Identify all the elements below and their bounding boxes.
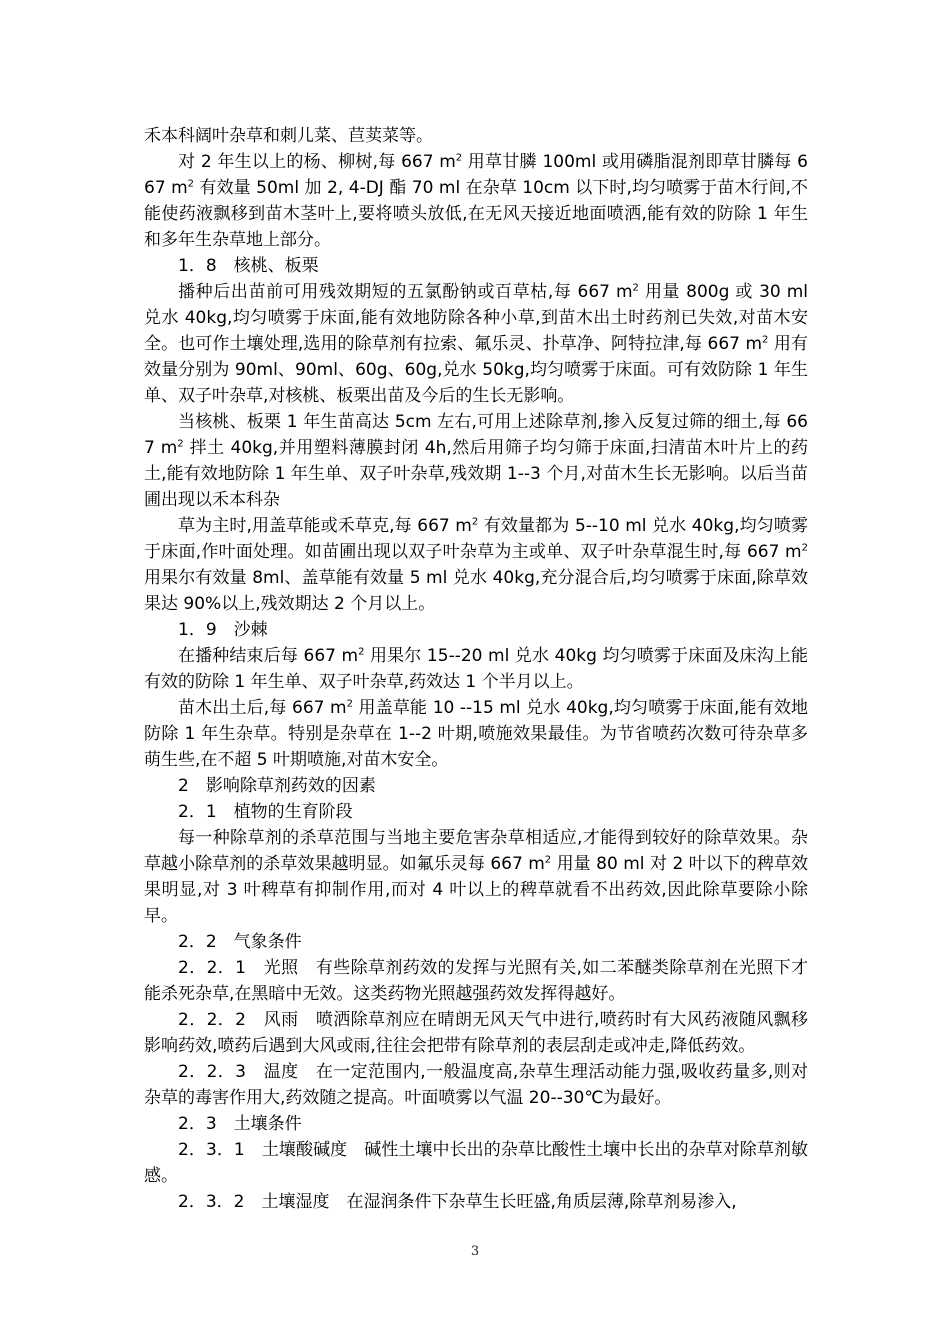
text-run: 对 2 年生以上的杨、柳树,每 667 m <box>178 152 456 172</box>
paragraph <box>144 799 808 825</box>
paragraph <box>144 279 808 409</box>
paragraph <box>144 1007 808 1059</box>
superscript: 2 <box>358 646 365 658</box>
paragraph <box>144 1189 808 1215</box>
paragraph <box>144 1059 808 1111</box>
text-run: 用果尔 15--20 ml 兑水 40kg 均匀喷雾于床面及床沟上能有效的防除 1 年生单、双子叶杂草,药效达 1 个半月以上。 <box>144 646 808 692</box>
text-run: 用盖草能 10 --15 ml 兑水 40kg,均匀喷雾于床面,能有效地防除 1 年生杂草。特别是杂草在 1--2 叶期,喷施效果最佳。为节省喷药次数可待杂草多萌生些,在不超 5 叶期喷施,对苗木安全。 <box>144 698 808 770</box>
text-run: 2．2．2 风雨 喷洒除草剂应在晴朗无风天气中进行,喷药时有大风药液随风飘移影响药效,喷药后遇到大风或雨,往往会把带有除草剂的表层刮走或冲走,降低药效。 <box>144 1010 808 1056</box>
paragraph <box>144 1111 808 1137</box>
text-run: 有效量都为 5--10 ml 兑水 40kg,均匀喷雾于床面,作叶面处理。如苗圃出现以双子叶杂草为主或单、双子叶杂草混生时,每 667 m <box>144 516 808 562</box>
paragraph <box>144 773 808 799</box>
text-run: 在播种结束后每 667 m <box>178 646 359 666</box>
text-run: 2．2．3 温度 在一定范围内,一般温度高,杂草生理活动能力强,吸收药量多,则对杂草的毒害作用大,药效随之提高。叶面喷雾以气温 20--30℃为最好。 <box>144 1062 808 1108</box>
page-number: 3 <box>470 1244 480 1259</box>
superscript: 2 <box>544 854 552 866</box>
paragraph <box>144 695 808 773</box>
text-run: 用量 80 ml 对 2 叶以下的稗草效果明显,对 3 叶稗草有抑制作用,而对 4 叶以上的稗草就看不出药效,因此除草要除小除早。 <box>144 854 808 926</box>
text-run: 2．3 土壤条件 <box>178 1114 302 1134</box>
text-run: 每一种除草剂的杀草范围与当地主要危害杂草相适应,才能得到较好的除草效果。杂草越小除草剂的杀草效果越明显。如氟乐灵每 667 m <box>144 828 808 874</box>
paragraph <box>144 513 808 617</box>
text-run: 2．2 气象条件 <box>178 932 302 952</box>
superscript: 2 <box>177 438 184 450</box>
superscript: 2 <box>346 698 353 710</box>
text-run: 草为主时,用盖草能或禾草克,每 667 m <box>178 516 472 536</box>
text-run: 2．1 植物的生育阶段 <box>178 802 353 822</box>
paragraph <box>144 253 808 279</box>
text-run: 2．3．1 土壤酸碱度 碱性土壤中长出的杂草比酸性土壤中长出的杂草对除草剂敏感。 <box>144 1140 808 1186</box>
text-run: 用果尔有效量 8ml、盖草能有效量 5 ml 兑水 40kg,充分混合后,均匀喷雾于床面,除草效果达 90%以上,残效期达 2 个月以上。 <box>144 568 808 614</box>
superscript: 2 <box>801 542 808 554</box>
superscript: 2 <box>632 282 639 294</box>
text-run: 禾本科阔叶杂草和刺儿菜、苣荬菜等。 <box>144 126 433 146</box>
text-run: 2．3．2 土壤湿度 在湿润条件下杂草生长旺盛,角质层薄,除草剂易渗入, <box>178 1192 737 1212</box>
paragraph <box>144 409 808 513</box>
text-run: 2．2．1 光照 有些除草剂药效的发挥与光照有关,如二苯醚类除草剂在光照下才能杀死杂草,在黑暗中无效。这类药物光照越强药效发挥得越好。 <box>144 958 808 1004</box>
superscript: 2 <box>455 152 463 164</box>
superscript: 2 <box>471 516 479 528</box>
text-run: 有效量 50ml 加 2, 4-DJ 酯 70 ml 在杂草 10cm 以下时,均匀喷雾于苗木行间,不能使药液飘移到苗木茎叶上,要将喷头放低,在无风天接近地面喷洒,能有效的防除 1 年生和多年生杂草地上部分。 <box>144 178 808 250</box>
paragraph <box>144 123 808 149</box>
text-run: 当核桃、板栗 1 年生苗高达 5cm 左右,可用上述除草剂,掺入反复过筛的细土,每 667 m <box>144 412 808 458</box>
text-run: 1．9 沙棘 <box>178 620 268 640</box>
superscript: 2 <box>762 334 769 346</box>
paragraph <box>144 643 808 695</box>
text-run: 用草甘膦 100ml 或用磷脂混剂即草甘膦每 667 m <box>144 152 808 198</box>
text-run: 拌土 40kg,并用塑料薄膜封闭 4h,然后用筛子均匀筛于床面,扫清苗木叶片上的药土,能有效地防除 1 年生单、双子叶杂草,残效期 1--3 个月,对苗木生长无影响。以后当苗圃出现以禾本科杂 <box>144 438 808 510</box>
superscript: 2 <box>187 178 195 190</box>
text-run: 用有效量分别为 90ml、90ml、60g、60g,兑水 50kg,均匀喷雾于床面。可有效防除 1 年生单、双子叶杂草,对核桃、板栗出苗及今后的生长无影响。 <box>144 334 808 406</box>
paragraph <box>144 617 808 643</box>
paragraph <box>144 149 808 253</box>
text-run: 用量 800g 或 30 ml 兑水 40kg,均匀喷雾于床面,能有效地防除各种小草,到苗木出土时药剂已失效,对苗木安全。也可作土壤处理,选用的除草剂有拉索、氟乐灵、扑草净、阿特拉津,每 667 m <box>144 282 808 354</box>
text-run: 播种后出苗前可用残效期短的五氯酚钠或百草枯,每 667 m <box>178 282 633 302</box>
text-run: 1．8 核桃、板栗 <box>178 256 319 276</box>
text-run: 2 影响除草剂药效的因素 <box>178 776 376 796</box>
body-text <box>144 123 808 1215</box>
paragraph <box>144 825 808 929</box>
paragraph <box>144 1137 808 1189</box>
paragraph <box>144 955 808 1007</box>
paragraph <box>144 929 808 955</box>
text-run: 苗木出土后,每 667 m <box>178 698 347 718</box>
